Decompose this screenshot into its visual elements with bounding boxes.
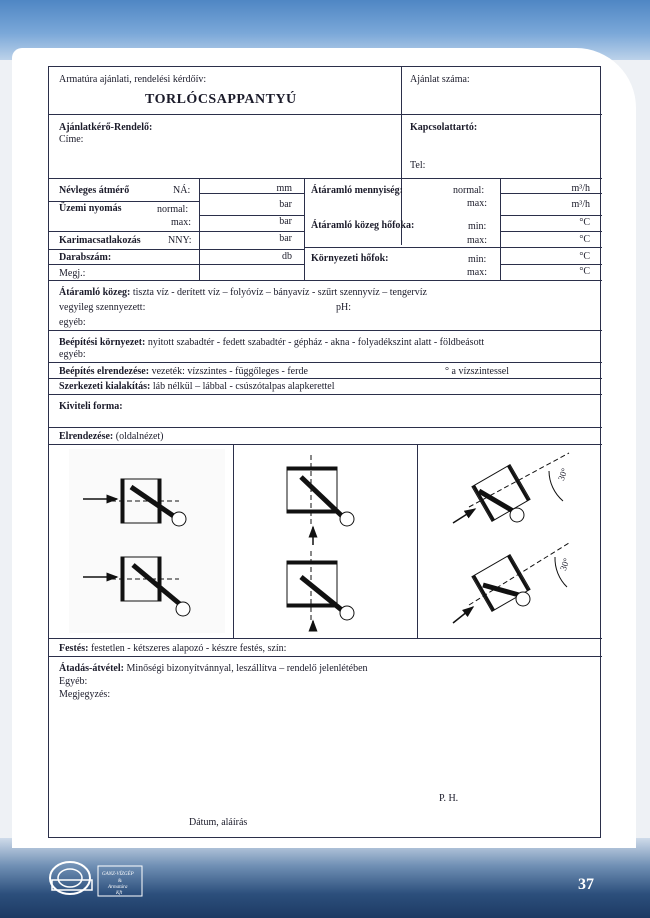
address-field[interactable]: Címe: <box>59 134 84 145</box>
valve-vertical-figure[interactable] <box>287 455 354 631</box>
requester-label: Ajánlatkérő-Rendelő: <box>59 122 153 133</box>
structure-row[interactable] <box>59 381 334 392</box>
valve-horizontal-figure[interactable] <box>69 449 225 633</box>
handover-other-field[interactable]: Egyéb: <box>59 676 88 687</box>
handover-text: Minőségi bizonyítvánnyal, leszállítva – rendelő jelenlétében <box>126 663 368 674</box>
flow-normal-field[interactable]: m³/h <box>571 183 590 194</box>
medium-temp-label: Átáramló közeg hőfoka: <box>311 220 415 231</box>
medium-temp-min-field[interactable]: °C <box>579 217 590 228</box>
company-logo <box>48 852 144 898</box>
remarks-field[interactable]: Megjegyzés: <box>59 689 111 700</box>
execution-field[interactable]: Kiviteli forma: <box>59 401 123 412</box>
arrangement-label: Elrendezése: <box>59 431 114 442</box>
medium-other-field[interactable]: egyéb: <box>59 317 86 328</box>
flow-max-field[interactable]: m³/h <box>571 199 590 210</box>
env-temp-min-field[interactable]: °C <box>579 251 590 262</box>
medium-temp-max-label: max: <box>467 235 487 246</box>
install-layout-label: Beépítés elrendezése: <box>59 366 150 377</box>
angle-label-top: 30° <box>555 466 570 482</box>
brand-line-1: GANZ-VÍZGÉP <box>102 872 134 877</box>
count-field[interactable]: db <box>282 251 292 262</box>
install-layout-row[interactable] <box>59 366 308 377</box>
pressure-label: Üzemi nyomás <box>59 203 122 214</box>
pressure-normal-field[interactable]: bar <box>279 199 292 210</box>
flow-label: Átáramló mennyiség: <box>311 185 403 196</box>
install-env-other-field[interactable]: egyéb: <box>59 349 86 360</box>
medium-options[interactable]: tiszta víz - derített víz – folyóvíz – bányavíz - szűrt szennyvíz – tengervíz <box>132 287 427 298</box>
env-temp-label: Környezeti hőfok: <box>311 253 389 264</box>
pressure-normal-label: normal: <box>157 204 189 215</box>
page-title: TORLÓCSAPPANTYÚ <box>145 92 297 107</box>
pressure-max-label: max: <box>171 217 191 228</box>
env-temp-min-label: min: <box>468 254 487 265</box>
medium-row[interactable] <box>59 287 427 298</box>
env-temp-max-field[interactable]: °C <box>579 266 590 277</box>
handover-row <box>59 663 368 674</box>
stamp-label: P. H. <box>439 793 459 804</box>
install-env-label: Beépítési környezet: <box>59 337 146 348</box>
flange-field[interactable]: bar <box>279 233 292 244</box>
flow-max-label: max: <box>467 198 487 209</box>
flow-normal-label: normal: <box>453 185 485 196</box>
painting-options[interactable]: festetlen - kétszeres alapozó - készre festés, szín: <box>90 643 287 654</box>
structure-label: Szerkezeti kialakítás: <box>59 381 151 392</box>
env-temp-max-label: max: <box>467 267 487 278</box>
nominal-dia-sub: NÁ: <box>173 185 191 196</box>
flange-sub: NNY: <box>168 235 192 246</box>
valve-inclined-figure[interactable] <box>453 453 569 623</box>
questionnaire-form <box>48 66 601 838</box>
painting-label: Festés: <box>59 643 89 654</box>
arrangement-sub: (oldalnézet) <box>115 431 164 442</box>
angle-label-bottom: 30° <box>557 556 572 572</box>
count-label: Darabszám: <box>59 252 112 263</box>
install-angle-field[interactable]: ° a vízszintessel <box>445 366 509 377</box>
install-layout-options[interactable]: vezeték: vízszintes - függőleges - ferde <box>151 366 308 377</box>
brand-line-4: Kft <box>116 891 123 896</box>
offer-number-field[interactable]: Ajánlat száma: <box>410 74 470 85</box>
structure-options[interactable]: láb nélkül – lábbal - csúszótalpas alapkerettel <box>152 381 335 392</box>
brand-line-3: Armatúra <box>108 885 128 890</box>
page-number: 37 <box>578 876 594 893</box>
painting-row[interactable] <box>59 643 286 654</box>
ph-field[interactable]: pH: <box>336 302 351 313</box>
contact-label: Kapcsolattartó: <box>410 122 478 133</box>
brand-line-2: & <box>118 879 122 884</box>
install-env-options[interactable]: nyitott szabadtér - fedett szabadtér - gépház - akna - folyadékszint alatt - földbeásott <box>147 337 485 348</box>
pressure-max-field[interactable]: bar <box>279 216 292 227</box>
medium-temp-max-field[interactable]: °C <box>579 234 590 245</box>
arrangement-row <box>59 431 164 442</box>
date-signature-field[interactable]: Dátum, aláírás <box>189 817 248 828</box>
tel-field[interactable]: Tel: <box>410 160 426 171</box>
form-label: Armatúra ajánlati, rendelési kérdőív: <box>59 74 207 85</box>
nominal-dia-label: Névleges átmérő <box>59 185 130 196</box>
flange-label: Karimacsatlakozás <box>59 235 141 246</box>
handover-label: Átadás-átvétel: <box>59 663 124 674</box>
medium-label: Átáramló közeg: <box>59 287 131 298</box>
nominal-dia-field[interactable]: mm <box>276 183 292 194</box>
contaminated-field[interactable]: vegyileg szennyezett: <box>59 302 146 313</box>
arrangement-figures <box>49 445 601 637</box>
note-field[interactable]: Megj.: <box>59 268 86 279</box>
medium-temp-min-label: min: <box>468 221 487 232</box>
install-env-row[interactable] <box>59 337 484 348</box>
